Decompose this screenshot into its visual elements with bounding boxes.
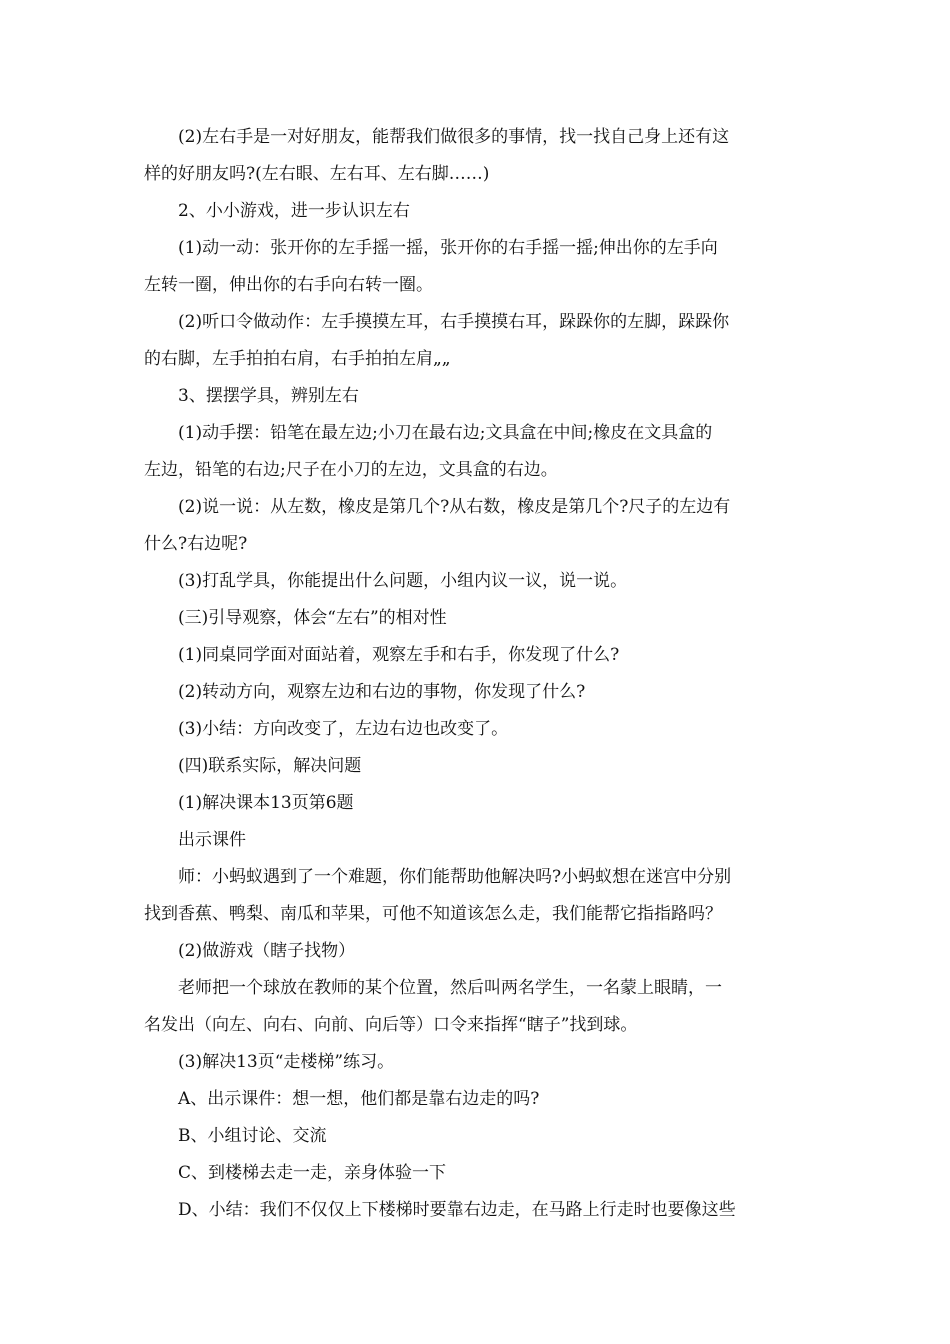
paragraph [144, 489, 808, 563]
paragraph [144, 822, 808, 859]
text-line: (2)听口令做动作：左手摸摸左耳，右手摸摸右耳，跺跺你的左脚，跺跺你 [178, 312, 730, 332]
paragraph [144, 674, 808, 711]
text-line: A、出示课件：想一想，他们都是靠右边走的吗? [178, 1089, 540, 1109]
text-line: 样的好朋友吗?(左右眼、左右耳、左右脚……) [144, 164, 490, 184]
paragraph [144, 637, 808, 674]
text-line: D、小结：我们不仅仅上下楼梯时要靠右边走，在马路上行走时也要像这些 [178, 1200, 736, 1220]
text-line: 左边，铅笔的右边;尺子在小刀的左边，文具盒的右边。 [144, 460, 558, 480]
text-line: (1)解决课本13页第6题 [178, 793, 354, 813]
text-line: (3)小结：方向改变了，左边右边也改变了。 [178, 719, 509, 739]
text-line: (2)做游戏（瞎子找物） [178, 941, 356, 961]
paragraph [144, 711, 808, 748]
text-line: (1)动手摆：铅笔在最左边;小刀在最右边;文具盒在中间;橡皮在文具盒的 [178, 423, 713, 443]
text-line: (2)说一说：从左数，橡皮是第几个?从右数，橡皮是第几个?尺子的左边有 [178, 497, 731, 517]
text-line: (3)打乱学具，你能提出什么问题，小组内议一议，说一说。 [178, 571, 628, 591]
text-line: 的右脚，左手拍拍右肩，右手拍拍左肩„„ [144, 349, 451, 369]
paragraph [144, 785, 808, 822]
text-line: 左转一圈，伸出你的右手向右转一圈。 [144, 275, 433, 295]
paragraph [144, 1044, 808, 1081]
text-line: 2、小小游戏，进一步认识左右 [178, 201, 410, 221]
paragraph [144, 970, 808, 1044]
text-line: 什么?右边呢? [144, 534, 248, 554]
paragraph [144, 563, 808, 600]
text-line: (1)同桌同学面对面站着，观察左手和右手，你发现了什么? [178, 645, 620, 665]
paragraph [144, 304, 808, 378]
text-line: C、到楼梯去走一走，亲身体验一下 [178, 1163, 447, 1183]
paragraph [144, 748, 808, 785]
paragraph [144, 230, 808, 304]
paragraph [144, 119, 808, 193]
paragraph [144, 415, 808, 489]
document-body [144, 119, 808, 1229]
paragraph [144, 933, 808, 970]
paragraph [144, 1081, 808, 1118]
text-line: 老师把一个球放在教师的某个位置，然后叫两名学生，一名蒙上眼睛，一 [178, 978, 722, 998]
text-line: B、小组讨论、交流 [178, 1126, 327, 1146]
text-line: 名发出（向左、向右、向前、向后等）口令来指挥“瞎子”找到球。 [144, 1015, 638, 1035]
text-line: (四)联系实际，解决问题 [178, 756, 362, 776]
paragraph [144, 1155, 808, 1192]
paragraph [144, 859, 808, 933]
paragraph [144, 1192, 808, 1229]
paragraph [144, 600, 808, 637]
text-line: (2)转动方向，观察左边和右边的事物，你发现了什么? [178, 682, 586, 702]
text-line: 出示课件 [178, 830, 246, 850]
paragraph [144, 1118, 808, 1155]
paragraph [144, 193, 808, 230]
text-line: (3)解决13页“走楼梯”练习。 [178, 1052, 395, 1072]
text-line: 师：小蚂蚁遇到了一个难题，你们能帮助他解决吗?小蚂蚁想在迷宫中分别 [178, 867, 732, 887]
text-line: (三)引导观察，体会“左右”的相对性 [178, 608, 447, 628]
text-line: 找到香蕉、鸭梨、南瓜和苹果，可他不知道该怎么走，我们能帮它指指路吗？ [144, 904, 722, 924]
paragraph [144, 378, 808, 415]
text-line: (2)左右手是一对好朋友，能帮我们做很多的事情，找一找自己身上还有这 [178, 127, 730, 147]
text-line: (1)动一动：张开你的左手摇一摇，张开你的右手摇一摇;伸出你的左手向 [178, 238, 718, 258]
text-line: 3、摆摆学具，辨别左右 [178, 386, 359, 406]
